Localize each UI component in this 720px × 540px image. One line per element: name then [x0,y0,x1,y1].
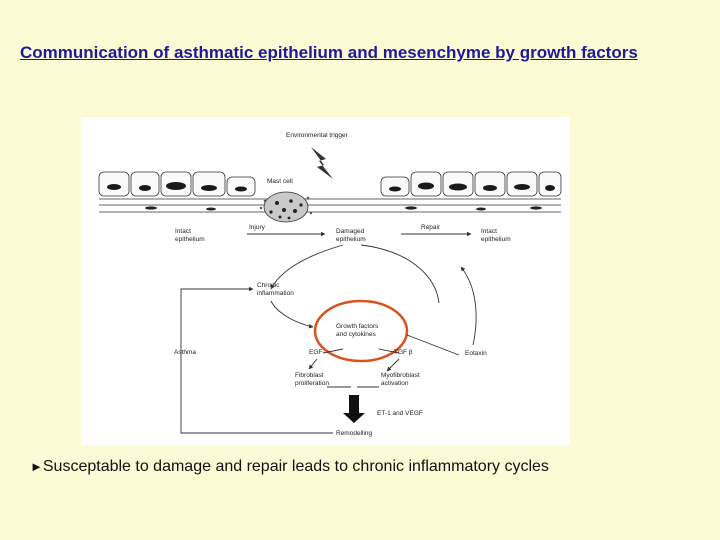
eotaxin-label: Eotaxin [465,350,487,357]
et1-vegf-label: ET-1 and VEGF [377,410,423,417]
slide-title: Communication of asthmatic epithelium and mesenchyme by growth factors [20,43,638,62]
fibroblast-proliferation-label-2: proliferation [295,380,329,387]
asthma-pathway-diagram [81,117,570,445]
myofibroblast-activation-label-1: Myofibroblast [381,372,420,379]
growth-factors-label-2: and cytokines [336,331,376,338]
big-down-arrow [343,395,365,423]
chronic-inflammation-label-1: Chronic [257,282,280,289]
basement-membrane [99,199,561,212]
tgf-beta-label: TGF β [394,349,413,356]
lightning-bolt-icon [311,147,333,179]
egf-label: EGF [309,349,323,356]
intact-epithelium-left-label-2: epithelium [175,236,205,243]
hidden-guide [449,275,477,313]
bullet-marker: ► [30,459,43,474]
fibroblasts [145,206,542,210]
damaged-cycle-curve [361,245,439,303]
intact-epithelium-right-label-1: Intact [481,228,497,235]
epithelium-right [381,172,561,196]
asthma-label: Asthma [174,349,197,356]
remodelling-label: Remodelling [336,430,373,437]
intact-epithelium-right-label-2: epithelium [481,236,511,243]
growth-factors-label-1: Growth factors [336,323,379,330]
bullet-point [30,458,710,476]
egf-arrow [309,359,317,369]
mast-cell [260,192,312,222]
damaged-to-chronic-arrow [271,245,343,289]
damaged-epithelium-label-1: Damaged [336,228,365,235]
bullet-text: Susceptable to damage and repair leads to chronic inflammatory cycles [42,458,549,475]
chronic-to-growth-arrow [271,301,313,327]
mast-cell-label: Mast cell [267,178,293,185]
diagram-svg [81,117,570,445]
fibroblast-proliferation-label-1: Fibroblast [295,372,324,379]
environmental-trigger-label: Environmental trigger [286,132,348,139]
eotaxin-to-repair-arrow [461,267,476,345]
injury-label: Injury [249,224,265,231]
chronic-inflammation-label-2: inflammation [257,290,294,297]
myofibroblast-activation-label-2: activation [381,380,409,387]
remodelling-to-asthma-loop [181,289,333,433]
intact-epithelium-left-label-1: Intact [175,228,191,235]
repair-label: Repair [421,224,441,231]
damaged-epithelium-label-2: epithelium [336,236,366,243]
tgf-arrow [387,359,399,371]
growth-to-eotaxin-line [407,335,459,355]
